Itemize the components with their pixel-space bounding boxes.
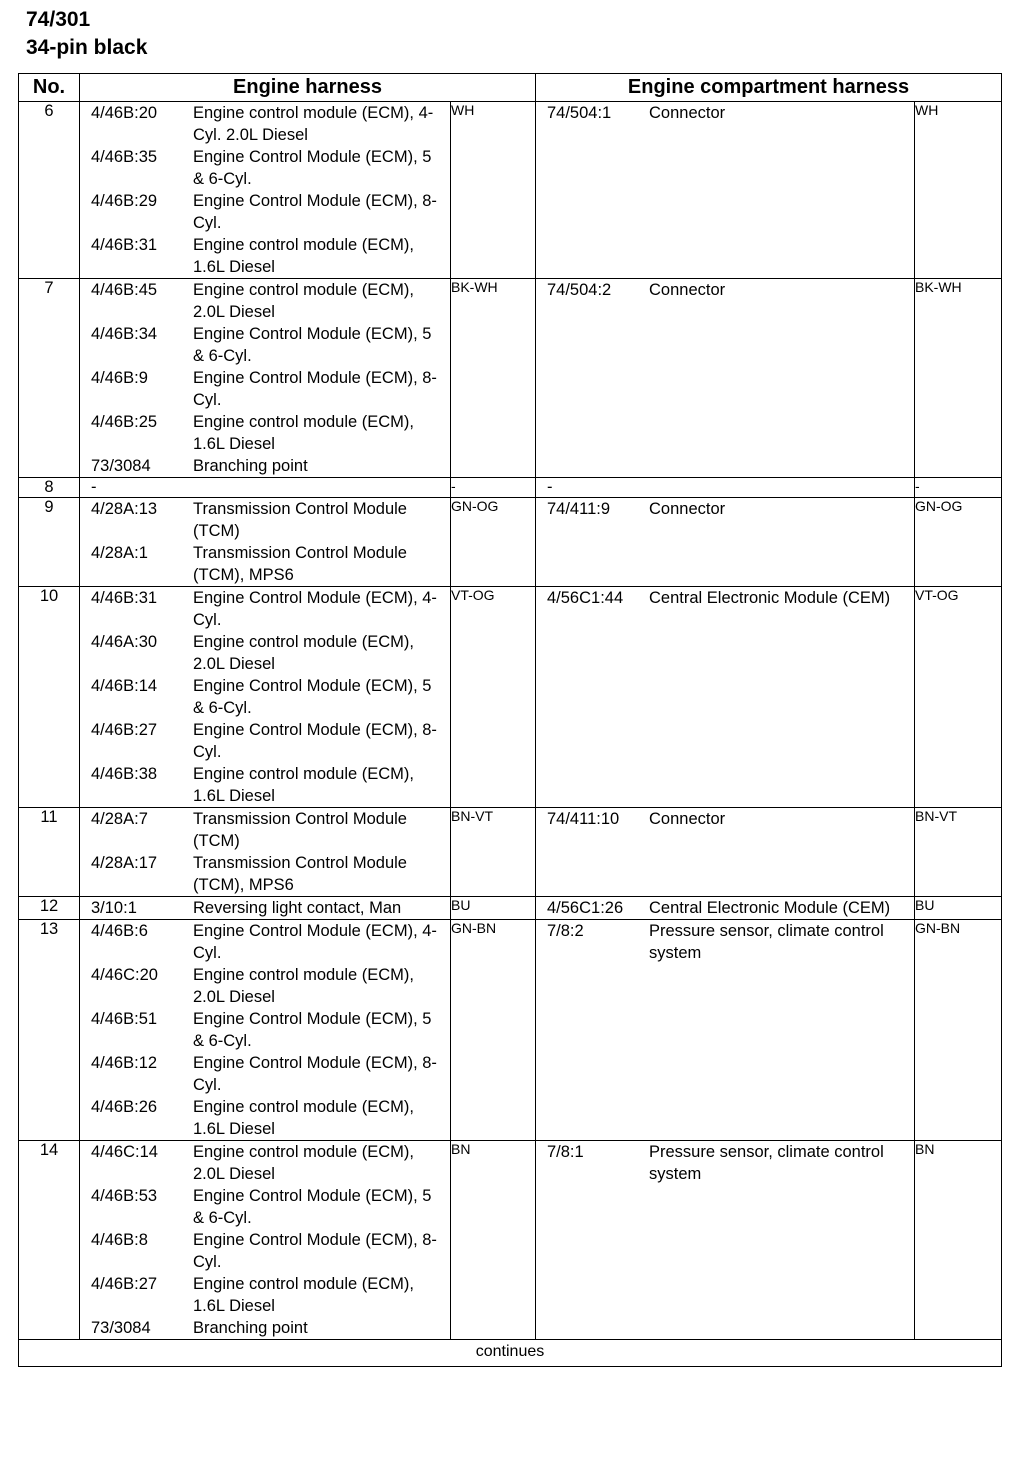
wire-entry	[80, 719, 450, 763]
pin-number: 13	[19, 920, 80, 1141]
component-name: Connector	[649, 810, 726, 828]
table-row	[19, 478, 1002, 498]
pin-reference: 4/46B:31	[91, 589, 158, 607]
table-row	[19, 279, 1002, 478]
table-row	[19, 897, 1002, 920]
component-name: Reversing light contact, Man	[193, 899, 402, 917]
pin-number: 10	[19, 587, 80, 808]
wire-entry	[536, 587, 914, 609]
component-name: Central Electronic Module (CEM)	[649, 589, 891, 607]
compartment-wire-color: BN-VT	[915, 808, 1002, 897]
column-header-no: No.	[19, 74, 80, 102]
pin-reference: 73/3084	[91, 457, 151, 475]
compartment-harness-cell	[536, 498, 915, 587]
engine-wire-color: BN	[451, 1141, 536, 1340]
pin-reference: 4/46B:9	[91, 369, 148, 387]
pin-reference: 4/28A:7	[91, 810, 148, 828]
component-name: Engine control module (ECM), 1.6L Diesel	[193, 1275, 415, 1315]
component-name: Engine control module (ECM), 2.0L Diesel	[193, 966, 415, 1006]
compartment-harness-cell	[536, 279, 915, 478]
wire-entry	[80, 279, 450, 323]
pin-reference: 4/46B:14	[91, 677, 158, 695]
pin-reference: 4/28A:13	[91, 500, 158, 518]
wire-entry	[80, 146, 450, 190]
pin-reference: 4/46B:26	[91, 1098, 158, 1116]
component-name: Engine Control Module (ECM), 5 & 6-Cyl.	[193, 148, 432, 188]
component-name: Branching point	[193, 1319, 308, 1337]
component-name: Branching point	[193, 457, 308, 475]
component-name: Engine Control Module (ECM), 5 & 6-Cyl.	[193, 677, 432, 717]
empty-marker: -	[547, 478, 553, 496]
engine-harness-cell	[80, 102, 451, 279]
component-name: Pressure sensor, climate control system	[649, 922, 884, 962]
component-name: Engine control module (ECM), 2.0L Diesel	[193, 281, 415, 321]
component-name: Central Electronic Module (CEM)	[649, 899, 891, 917]
pin-reference: 3/10:1	[91, 899, 137, 917]
component-name: Engine Control Module (ECM), 4-Cyl.	[193, 922, 437, 962]
pin-reference: 4/46B:35	[91, 148, 158, 166]
pin-reference: 4/28A:1	[91, 544, 148, 562]
pin-reference: 74/411:9	[547, 500, 611, 518]
empty-marker: -	[91, 478, 97, 496]
component-name: Engine Control Module (ECM), 5 & 6-Cyl.	[193, 325, 432, 365]
component-name: Engine control module (ECM), 1.6L Diesel	[193, 236, 415, 276]
engine-wire-color: VT-OG	[451, 587, 536, 808]
engine-harness-cell	[80, 897, 451, 920]
wire-entry	[80, 542, 450, 586]
pin-number: 11	[19, 808, 80, 897]
wire-entry	[80, 675, 450, 719]
engine-wire-color: BN-VT	[451, 808, 536, 897]
engine-harness-cell	[80, 808, 451, 897]
wire-entry	[80, 808, 450, 852]
pin-reference: 74/504:1	[547, 104, 612, 122]
wire-entry	[80, 1096, 450, 1140]
pin-reference: 4/46B:20	[91, 104, 158, 122]
pin-reference: 74/411:10	[547, 810, 620, 828]
compartment-harness-cell	[536, 478, 915, 498]
compartment-wire-color: BK-WH	[915, 279, 1002, 478]
pin-reference: 4/46C:14	[91, 1143, 158, 1161]
compartment-wire-color: -	[915, 478, 1002, 498]
connector-code: 74/301	[26, 8, 91, 31]
component-name: Engine Control Module (ECM), 5 & 6-Cyl.	[193, 1187, 432, 1227]
wire-entry	[536, 1141, 914, 1185]
column-header-engine-harness: Engine harness	[80, 74, 536, 102]
table-body	[19, 102, 1002, 1340]
component-name: Engine Control Module (ECM), 8-Cyl.	[193, 721, 437, 761]
compartment-wire-color: VT-OG	[915, 587, 1002, 808]
wire-entry	[80, 102, 450, 146]
component-name: Engine control module (ECM), 2.0L Diesel	[193, 633, 415, 673]
compartment-harness-cell	[536, 920, 915, 1141]
wire-entry	[536, 498, 914, 520]
table-row	[19, 587, 1002, 808]
engine-harness-cell	[80, 1141, 451, 1340]
component-name: Engine control module (ECM), 1.6L Diesel	[193, 765, 415, 805]
wire-entry	[80, 1273, 450, 1317]
pin-reference: 7/8:2	[547, 922, 584, 940]
wire-entry	[80, 964, 450, 1008]
compartment-harness-cell	[536, 897, 915, 920]
wire-entry	[80, 1141, 450, 1185]
pin-reference: 4/56C1:26	[547, 899, 624, 917]
wire-entry	[80, 587, 450, 631]
component-name: Engine Control Module (ECM), 8-Cyl.	[193, 1231, 437, 1271]
connector-description: 34-pin black	[26, 36, 148, 59]
component-name: Engine control module (ECM), 1.6L Diesel	[193, 1098, 415, 1138]
pin-reference: 4/28A:17	[91, 854, 158, 872]
compartment-wire-color: GN-BN	[915, 920, 1002, 1141]
engine-wire-color: GN-BN	[451, 920, 536, 1141]
pin-number: 12	[19, 897, 80, 920]
wiring-table	[18, 73, 1002, 1367]
compartment-wire-color: BN	[915, 1141, 1002, 1340]
component-name: Transmission Control Module (TCM), MPS6	[193, 854, 407, 894]
pin-number: 6	[19, 102, 80, 279]
pin-reference: 4/46B:45	[91, 281, 158, 299]
pin-reference: 4/46B:38	[91, 765, 158, 783]
pin-reference: 4/46C:20	[91, 966, 158, 984]
engine-wire-color: -	[451, 478, 536, 498]
pin-reference: 4/46B:8	[91, 1231, 148, 1249]
wire-entry	[80, 1317, 450, 1339]
wire-entry	[80, 190, 450, 234]
component-name: Engine control module (ECM), 4-Cyl. 2.0L Diesel	[193, 104, 434, 144]
component-name: Engine control module (ECM), 1.6L Diesel	[193, 413, 415, 453]
pin-number: 9	[19, 498, 80, 587]
page-heading	[26, 6, 147, 62]
engine-wire-color: WH	[451, 102, 536, 279]
compartment-harness-cell	[536, 102, 915, 279]
compartment-harness-cell	[536, 1141, 915, 1340]
column-header-engine-compartment-harness: Engine compartment harness	[536, 74, 1002, 102]
wire-entry	[536, 279, 914, 301]
table-row	[19, 1141, 1002, 1340]
wire-entry	[80, 897, 450, 919]
wire-entry	[80, 1229, 450, 1273]
pin-reference: 4/46B:25	[91, 413, 158, 431]
pin-reference: 7/8:1	[547, 1143, 584, 1161]
pin-reference: 4/46B:27	[91, 721, 158, 739]
wire-entry	[80, 234, 450, 278]
component-name: Connector	[649, 500, 726, 518]
wire-entry	[80, 763, 450, 807]
component-name: Engine Control Module (ECM), 4-Cyl.	[193, 589, 437, 629]
table-row	[19, 102, 1002, 279]
wire-entry	[80, 920, 450, 964]
continues-note: continues	[19, 1340, 1002, 1367]
component-name: Connector	[649, 104, 726, 122]
engine-wire-color: BU	[451, 897, 536, 920]
pin-reference: 4/46B:31	[91, 236, 158, 254]
pin-reference: 4/46A:30	[91, 633, 158, 651]
wire-entry	[80, 498, 450, 542]
wire-entry	[80, 367, 450, 411]
component-name: Transmission Control Module (TCM)	[193, 810, 407, 850]
pin-number: 8	[19, 478, 80, 498]
compartment-wire-color: BU	[915, 897, 1002, 920]
compartment-wire-color: WH	[915, 102, 1002, 279]
pin-reference: 4/56C1:44	[547, 589, 624, 607]
wire-entry	[80, 1185, 450, 1229]
wire-entry	[536, 897, 914, 919]
wire-entry	[80, 455, 450, 477]
table-header-row	[19, 74, 1002, 102]
engine-harness-cell	[80, 587, 451, 808]
pin-reference: 4/46B:12	[91, 1054, 158, 1072]
wire-entry	[80, 411, 450, 455]
wire-entry	[536, 808, 914, 830]
table-row	[19, 498, 1002, 587]
table-footer-row	[19, 1340, 1002, 1367]
component-name: Engine control module (ECM), 2.0L Diesel	[193, 1143, 415, 1183]
component-name: Engine Control Module (ECM), 8-Cyl.	[193, 192, 437, 232]
component-name: Connector	[649, 281, 726, 299]
compartment-harness-cell	[536, 808, 915, 897]
compartment-wire-color: GN-OG	[915, 498, 1002, 587]
component-name: Transmission Control Module (TCM)	[193, 500, 407, 540]
engine-wire-color: GN-OG	[451, 498, 536, 587]
pin-reference: 4/46B:29	[91, 192, 158, 210]
engine-harness-cell	[80, 498, 451, 587]
component-name: Transmission Control Module (TCM), MPS6	[193, 544, 407, 584]
pin-reference: 4/46B:34	[91, 325, 158, 343]
wire-entry	[536, 102, 914, 124]
component-name: Pressure sensor, climate control system	[649, 1143, 884, 1183]
pin-reference: 4/46B:6	[91, 922, 148, 940]
component-name: Engine Control Module (ECM), 5 & 6-Cyl.	[193, 1010, 432, 1050]
engine-wire-color: BK-WH	[451, 279, 536, 478]
pin-reference: 4/46B:27	[91, 1275, 158, 1293]
component-name: Engine Control Module (ECM), 8-Cyl.	[193, 1054, 437, 1094]
wire-entry	[80, 1008, 450, 1052]
component-name: Engine Control Module (ECM), 8-Cyl.	[193, 369, 437, 409]
wire-entry	[80, 1052, 450, 1096]
engine-harness-cell	[80, 478, 451, 498]
wire-entry	[80, 852, 450, 896]
wire-entry	[80, 323, 450, 367]
wire-entry	[536, 920, 914, 964]
engine-harness-cell	[80, 920, 451, 1141]
wire-entry	[80, 631, 450, 675]
pin-reference: 73/3084	[91, 1319, 151, 1337]
pin-reference: 74/504:2	[547, 281, 612, 299]
compartment-harness-cell	[536, 587, 915, 808]
table-row	[19, 808, 1002, 897]
pin-reference: 4/46B:53	[91, 1187, 158, 1205]
table-row	[19, 920, 1002, 1141]
pin-number: 14	[19, 1141, 80, 1340]
engine-harness-cell	[80, 279, 451, 478]
pin-number: 7	[19, 279, 80, 478]
pin-reference: 4/46B:51	[91, 1010, 158, 1028]
